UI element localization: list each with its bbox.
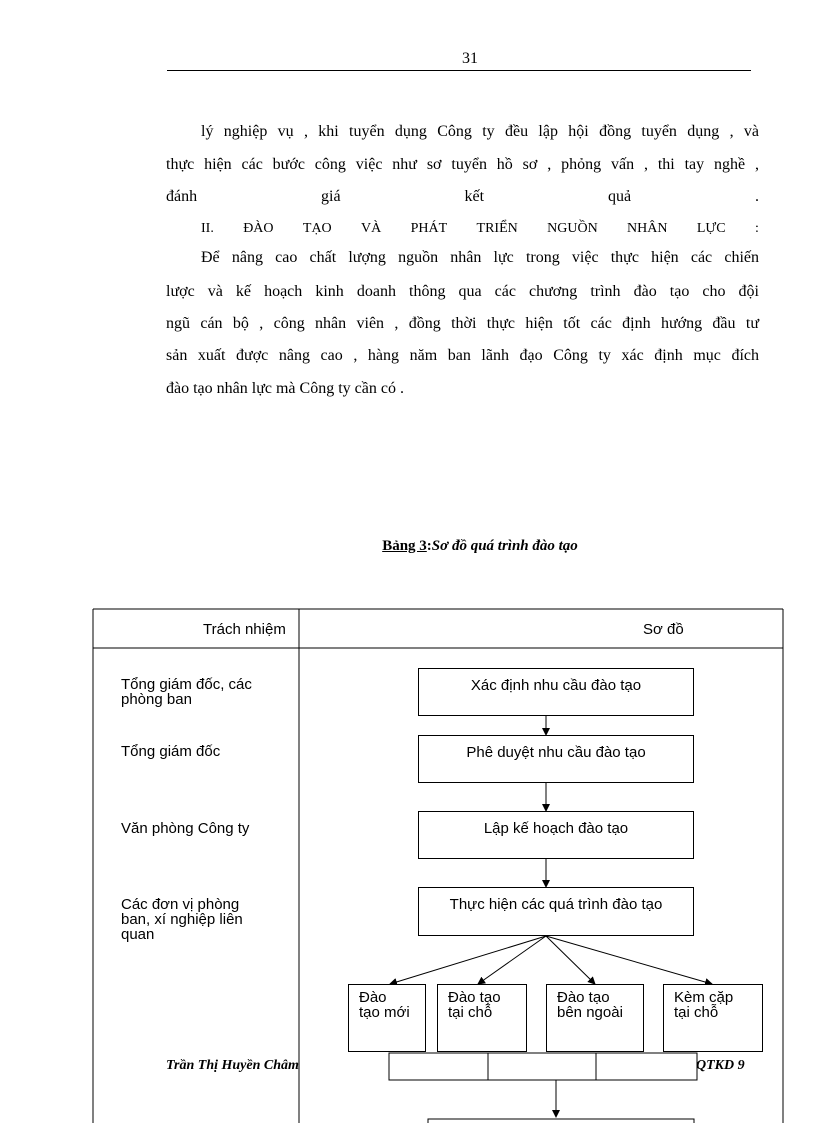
heading-word: ĐÀO: [243, 221, 274, 236]
arrow-to-method-new: [390, 936, 546, 984]
heading-word: NGUỒN: [547, 221, 598, 236]
word: đánh: [166, 188, 198, 205]
page-number: 31: [462, 50, 478, 67]
word: quả: [607, 188, 632, 205]
method-new-training: Đào tạo mới: [348, 984, 426, 1052]
heading-word: TẠO: [302, 221, 332, 236]
responsibility-cell: Tổng giám đốc: [121, 743, 221, 760]
step-execute-training: Thực hiện các quá trình đào tạo: [418, 887, 694, 936]
paragraph-line: sản xuất được nâng cao , hàng năm ban lãnh đạo Công ty xác định mục đích: [166, 347, 759, 364]
step-plan-training: Lập kế hoạch đào tạo: [418, 811, 694, 859]
step-identify-needs: Xác định nhu cầu đào tạo: [418, 668, 694, 716]
heading-word: :: [754, 221, 759, 236]
column-header-diagram: Sơ đồ: [643, 621, 684, 638]
table-caption: Sơ đồ quá trình đào tạo: [431, 538, 578, 554]
paragraph-line: ngũ cán bộ , công nhân viên , đồng thời thực hiện tốt các định hướng đầu tư: [166, 315, 759, 332]
paragraph-line: thực hiện các bước công việc như sơ tuyển hồ sơ , phỏng vấn , thi tay nghề ,: [166, 156, 759, 173]
responsibility-cell: Văn phòng Công ty: [121, 820, 250, 837]
column-header-responsibility: Trách nhiệm: [203, 621, 286, 638]
heading-word: PHÁT: [410, 221, 448, 236]
arrow-to-method-onsite: [478, 936, 546, 984]
paragraph-line: Để nâng cao chất lượng nguồn nhân lực trong việc thực hiện các chiến: [201, 249, 759, 266]
table-title-separator: :: [426, 538, 432, 554]
paragraph-line: lý nghiệp vụ , khi tuyển dụng Công ty đều lập hội đồng tuyển dụng , và: [201, 123, 759, 140]
responsibility-cell: Tổng giám đốc, các phòng ban: [121, 676, 252, 708]
table-label: Bảng 3: [382, 538, 427, 554]
responsibility-cell: Các đơn vị phòng ban, xí nghiệp liên quan: [121, 896, 243, 943]
heading-word: LỰC: [696, 221, 726, 236]
method-onsite-coaching: Kèm cặp tại chỗ: [663, 984, 763, 1052]
step-approve-needs: Phê duyệt nhu cầu đào tạo: [418, 735, 694, 783]
footer-class-code: QTKD 9: [696, 1058, 745, 1073]
paragraph-line: lược và kế hoạch kinh doanh thông qua các chương trình đào tạo cho đội: [166, 283, 759, 300]
method-onsite-training: Đào tạo tại chỗ: [437, 984, 527, 1052]
word: giá: [321, 188, 341, 205]
footer-author: Trần Thị Huyền Châm: [166, 1058, 299, 1073]
heading-word: TRIỂN: [476, 221, 518, 236]
heading-word: VÀ: [361, 221, 382, 236]
next-step-box: [428, 1119, 694, 1123]
paragraph-line: đào tạo nhân lực mà Công ty cần có .: [166, 380, 404, 397]
heading-word: NHÂN: [627, 221, 668, 236]
heading-word: II.: [201, 221, 214, 236]
method-external-training: Đào tạo bên ngoài: [546, 984, 644, 1052]
word: .: [755, 188, 759, 205]
word: kết: [464, 188, 485, 205]
merge-bar: [389, 1053, 697, 1080]
